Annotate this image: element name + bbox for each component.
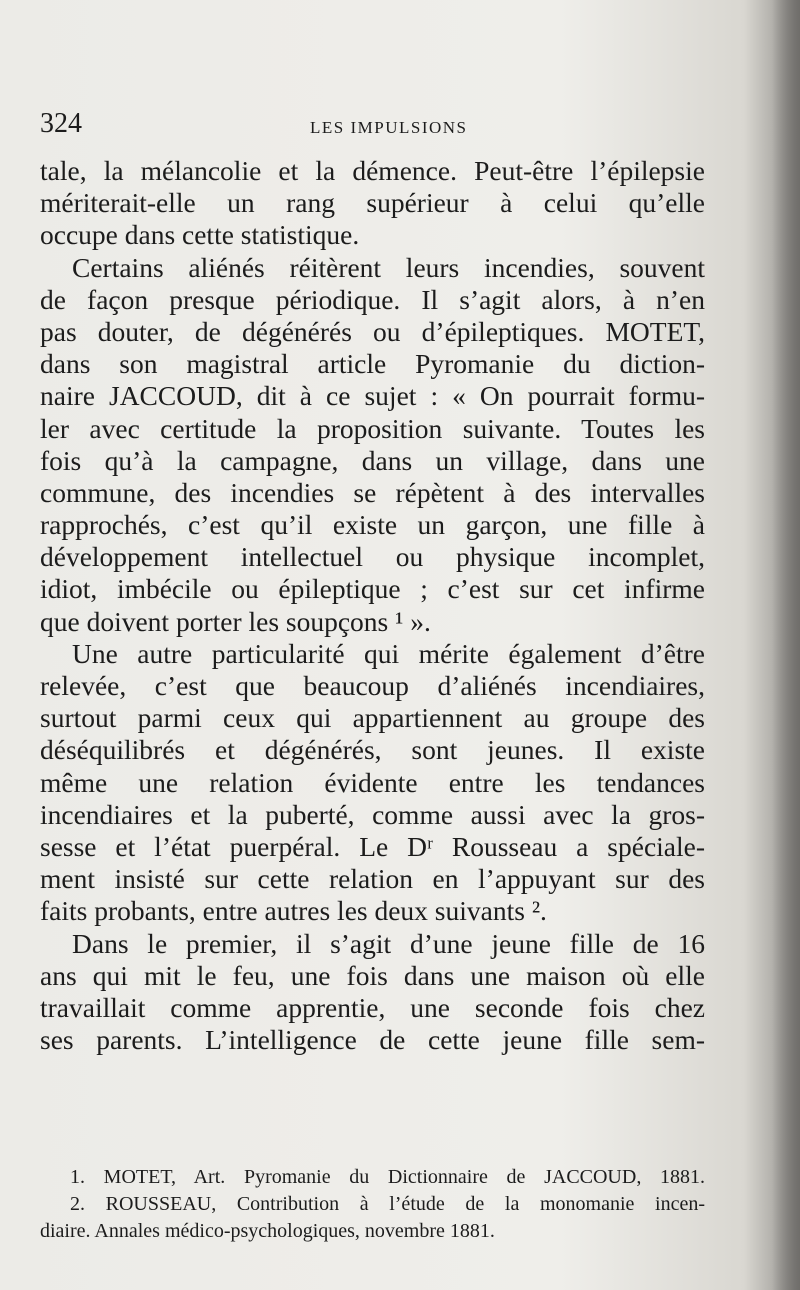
text-line: que doivent porter les soupçons ¹ ». [40, 605, 431, 637]
text-line: faits probants, entre autres les deux suivants ². [40, 895, 547, 927]
text-line: fois qu’à la campagne, dans un village, dans une [40, 444, 705, 476]
text-line: travaillait comme apprentie, une seconde fois chez [40, 991, 705, 1023]
text-line: sesse et l’état puerpéral. Le Dʳ Rousseau a spéciale- [40, 830, 705, 862]
text-line: pas douter, de dégénérés ou d’épileptiques. MOTET, [40, 315, 705, 347]
footnote: diaire. Annales médico-psychologiques, novembre 1881. [40, 1220, 495, 1242]
book-spine-shadow [772, 0, 800, 1290]
text-line: ment insisté sur cette relation en l’appuyant sur des [40, 863, 705, 895]
text-line: ans qui mit le feu, une fois dans une maison où elle [40, 959, 705, 991]
text-line: incendiaires et la puberté, comme aussi avec la gros- [40, 798, 705, 830]
page-number: 324 [40, 108, 82, 139]
text-line: Certains aliénés réitèrent leurs incendies, souvent [72, 251, 705, 283]
text-line: surtout parmi ceux qui appartiennent au groupe des [40, 702, 705, 734]
text-line: idiot, imbécile ou épileptique ; c’est sur cet infirme [40, 573, 705, 605]
footnote: 1. MOTET, Art. Pyromanie du Dictionnaire de JACCOUD, 1881. [70, 1166, 705, 1188]
text-line: commune, des incendies se répètent à des intervalles [40, 476, 705, 508]
text-line: même une relation évidente entre les tendances [40, 766, 705, 798]
text-line: relevée, c’est que beaucoup d’aliénés incendiaires, [40, 670, 705, 701]
text-line: occupe dans cette statistique. [40, 219, 360, 251]
footnotes [40, 1164, 705, 1245]
text-line: Une autre particularité qui mérite également d’être [72, 637, 705, 669]
text-line: Dans le premier, il s’agit d’une jeune fille de 16 [72, 927, 705, 959]
text-line: développement intellectuel ou physique incomplet, [40, 541, 705, 573]
text-line: ses parents. L’intelligence de cette jeune fille sem- [40, 1024, 705, 1056]
body-text [40, 155, 705, 1056]
text-line: rapprochés, c’est qu’il existe un garçon, une fille à [40, 509, 705, 541]
text-line: de façon presque périodique. Il s’agit alors, à n’en [40, 283, 705, 315]
text-line: ler avec certitude la proposition suivante. Toutes les [40, 412, 705, 444]
text-line: tale, la mélancolie et la démence. Peut-être l’épilepsie [40, 155, 705, 186]
text-line: naire JACCOUD, dit à ce sujet : « On pourrait formu- [40, 380, 705, 412]
text-line: mériterait-elle un rang supérieur à celui qu’elle [40, 187, 705, 219]
footnote: 2. ROUSSEAU, Contribution à l’étude de la monomanie incen- [70, 1193, 705, 1215]
running-title: LES IMPULSIONS [310, 118, 468, 137]
text-line: dans son magistral article Pyromanie du diction- [40, 348, 705, 380]
page-header [40, 108, 720, 148]
text-line: déséquilibrés et dégénérés, sont jeunes. Il existe [40, 734, 705, 766]
